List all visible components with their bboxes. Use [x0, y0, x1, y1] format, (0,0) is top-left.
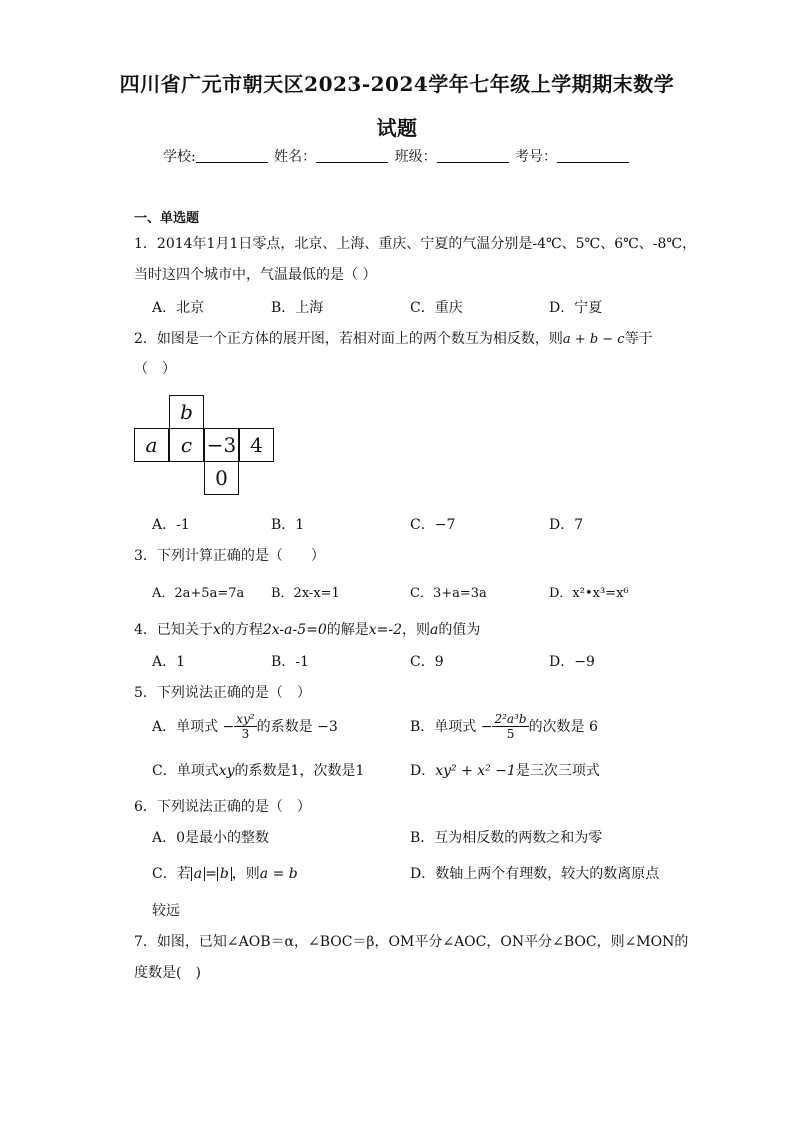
q6-option-d-cont: 较远	[152, 903, 180, 919]
q5-b-text: B．单项式 −	[410, 719, 493, 735]
q5-d-expression: xy² + x² −1	[435, 763, 516, 779]
q4-stem	[134, 619, 480, 639]
cube-net-figure	[134, 395, 276, 498]
q2-option-d: D．7	[549, 517, 584, 533]
name-blank	[316, 148, 388, 163]
q1-line1: 1．2014年1月1日零点，北京、上海、重庆、宁夏的气温分别是-4℃、5℃、6℃、-8℃，	[134, 236, 697, 252]
q5-a-fraction	[234, 712, 256, 741]
q6-c-result: a = b	[259, 866, 298, 882]
q6-option-b: B．互为相反数的两数之和为零	[410, 830, 603, 846]
q4-text-3: 的解是	[326, 622, 369, 638]
q5-c-text: C．单项式	[152, 763, 219, 779]
class-label: 班级：	[394, 149, 437, 165]
q4-option-c: C．9	[410, 654, 444, 670]
q2-stem-end: 等于	[624, 331, 653, 347]
q4-var-a: a	[430, 622, 439, 638]
q3-option-a: A．2a+5a=7a	[152, 586, 245, 601]
q1-option-b: B．上海	[271, 300, 324, 316]
q5-a-numerator: xy²	[236, 711, 255, 726]
q5-b-text-end: 的次数是 6	[528, 719, 598, 735]
q5-stem: 5．下列说法正确的是（ ）	[134, 685, 311, 701]
q4-text-2: 的方程	[220, 622, 263, 638]
q6-c-abs-b: b	[217, 867, 232, 881]
q6-c-equals: =	[205, 866, 217, 882]
page-title-line2: 试题	[376, 116, 418, 140]
q5-b-denominator: 5	[506, 726, 515, 741]
q5-a-text-end: 的系数是 −3	[256, 719, 338, 735]
page-title-line1: 四川省广元市朝天区2023-2024学年七年级上学期期末数学	[119, 72, 675, 96]
q4-text-4: ，则	[402, 622, 431, 638]
q7-line1: 7．如图，已知∠AOB＝α，∠BOC＝β，OM平分∠AOC，ON平分∠BOC，则∠MON的	[134, 934, 689, 950]
net-cell-b: b	[169, 395, 204, 429]
q5-option-c	[152, 760, 364, 780]
q1-line2: 当时这四个城市中，气温最低的是（ ）	[134, 267, 377, 283]
net-cell-0: 0	[204, 461, 239, 495]
net-cell-a: a	[134, 428, 169, 462]
q2-option-b: B．1	[271, 517, 305, 533]
q2-option-a: A．-1	[152, 517, 190, 533]
q2-stem: 2．如图是一个正方体的展开图，若相对面上的两个数互为相反数，则	[134, 331, 563, 347]
q1-option-a: A．北京	[152, 300, 205, 316]
net-cell-minus3: −3	[204, 428, 239, 462]
class-blank	[437, 148, 509, 163]
q2-line1	[134, 328, 653, 348]
school-blank	[196, 148, 268, 163]
q5-option-a	[152, 708, 338, 744]
q7-line2: 度数是( )	[134, 965, 201, 981]
q3-option-d: D．x²•x³=x⁶	[549, 586, 629, 601]
q4-option-b: B．-1	[271, 654, 309, 670]
q6-c-abs-a: a	[191, 867, 205, 881]
q5-option-d	[410, 760, 600, 780]
q4-equation: 2x-a-5=0	[262, 622, 327, 638]
q5-c-text-end: 的系数是1，次数是1	[234, 763, 365, 779]
q5-option-b	[410, 708, 598, 744]
q6-option-c	[152, 863, 298, 883]
net-cell-c: c	[169, 428, 204, 462]
q4-text-1: 4．已知关于	[134, 622, 213, 638]
school-label: 学校:	[162, 149, 196, 165]
q1-option-c: C．重庆	[410, 300, 463, 316]
q4-text-5: 的值为	[438, 622, 481, 638]
q6-c-text-then: ，则	[231, 866, 260, 882]
q5-b-numerator: 2²a³b	[494, 711, 527, 726]
number-blank	[557, 148, 629, 163]
q4-option-d: D．−9	[549, 654, 595, 670]
q2-line2: （ ）	[134, 361, 176, 377]
q6-stem: 6．下列说法正确的是（ ）	[134, 799, 311, 815]
section-heading: 一、单选题	[134, 211, 200, 226]
net-cell-4: 4	[239, 428, 274, 462]
number-label: 考号：	[515, 149, 558, 165]
q6-option-a: A．0是最小的整数	[152, 830, 270, 846]
q5-d-text-end: 是三次三项式	[515, 763, 600, 779]
q5-a-denominator: 3	[241, 726, 250, 741]
q5-c-var: xy	[218, 763, 235, 779]
q3-stem: 3．下列计算正确的是（ ）	[134, 548, 325, 564]
q3-option-c: C．3+a=3a	[410, 586, 487, 601]
q1-option-d: D．宁夏	[549, 300, 603, 316]
q6-c-text: C．若	[152, 866, 191, 882]
name-label: 姓名：	[274, 149, 317, 165]
q2-option-c: C．−7	[410, 517, 456, 533]
q6-option-d: D．数轴上两个有理数，较大的数离原点	[410, 866, 660, 882]
q4-option-a: A．1	[152, 654, 186, 670]
q2-expression: a + b − c	[562, 332, 625, 347]
q5-b-fraction	[492, 712, 528, 741]
q5-d-label: D．	[410, 763, 436, 779]
q4-var-x: x	[212, 622, 221, 638]
q3-option-b: B．2x-x=1	[271, 586, 340, 601]
q5-a-text: A．单项式 −	[152, 719, 235, 735]
q4-solution: x=-2	[368, 622, 403, 638]
student-info	[0, 146, 794, 166]
